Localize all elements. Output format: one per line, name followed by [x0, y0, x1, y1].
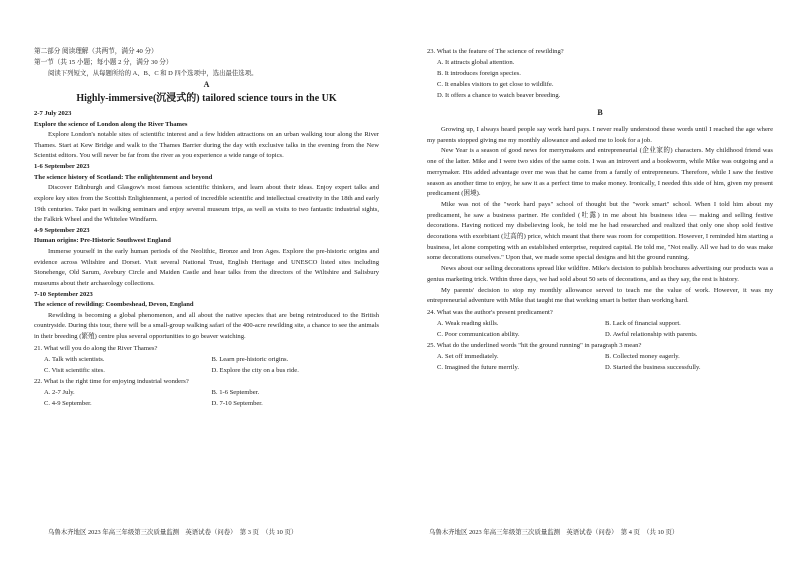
part-heading: 第二部分 阅读理解（共两节，满分 40 分） [34, 48, 158, 55]
instructions: 阅读下列短文，从每题所给的 A、B、C 和 D 四个选项中，选出最佳选项。 [48, 70, 258, 77]
tour-name: Explore the science of London along the River Thames [34, 120, 188, 128]
passage-title: Highly-immersive(沉浸式的) tailored science tours in the UK [76, 93, 337, 104]
paragraph: New Year is a season of good news for merrymakers and entrepreneurial (企业家的) characters. My childhood friend was one of the latter. Mike and I were two sides of the same coin. I was an introvert and a bookworm, while Mike was outgoing and a merrymaker. His added advantage over me was that he came from a family of entrepreneurs. Therefore, while I saw the festive season as another time to enjoy, he saw it as a perfect time to make money. Ironically, I needed this side of him, given my present predicament (困境). [427, 147, 773, 198]
right-page [397, 0, 794, 561]
option-a: A. Set off immediately. [437, 352, 499, 360]
options [427, 318, 773, 340]
tour-2 [34, 162, 379, 226]
option-d: D. 7-10 September. [211, 399, 263, 407]
option-c: C. 4-9 September. [44, 399, 92, 407]
options [34, 354, 379, 376]
tour-text: Immerse yourself in the early human periods of the Neolithic, Bronze and Iron Ages. Explore the pre-historic origins and evidence across Wiltshire and Dorset. Visit several National Trust, English Heritage and UNESCO listed sites including Stonehenge, Old Sarum, Avebury Circle and Maiden Castle and hear talks from the directors of the Wiltshire and Salisbury museums about their archaeology collections. [34, 247, 379, 288]
paragraph: Mike was not of the "work hard pays" school of thought but the "work smart" school. When I told him about my predicament, he saw a business partner. He confided (吐露) in me about his business idea — making and selling festive decorations. Having noticed my disbelieving look, he told me he had researched and realized that only one shop sold festive decorations with exorbitant (过高的) price, which meant that there was room for competition. However, I reminded him starting a business, let alone competing with an established enterprise, required capital. He told me, "Not really. All we had to do was make some decorations ourselves." Upon that, we made some special designs and hit the ground running. [427, 200, 773, 262]
question-stem: 23. What is the feature of The science of rewilding? [427, 48, 564, 55]
option-c: C. Imagined the future merrily. [437, 363, 519, 371]
question-23 [427, 46, 773, 101]
tour-text: Discover Edinburgh and Glasgow's most famous scientific thinkers, and learn about their ideas. Enjoy expert talks and explore key sites from the Scottish Enlightenment, a period of incredible scientific and intellectual creativity in the 18th and early 19th centuries. Take part in walking seminars and enjoy several museum trips, as well as visits to two fantastic industrial sights, the Falkirk Wheel and the Whitelee Windfarm. [34, 184, 379, 224]
option-a: A. It attracts global attention. [437, 59, 515, 66]
option-c: C. It enables visitors to get close to wildlife. [437, 81, 554, 88]
option-c: C. Visit scientific sites. [44, 366, 105, 374]
tour-name: The science of rewilding: Coombeshead, Devon, England [34, 301, 194, 309]
paragraph: News about our selling decorations spread like wildfire. Mike's decision to publish brochures advertising our products was a genius marketing trick. Within three days, we had sold about 50 sets of decorations, and as they say, the rest is history. [427, 265, 773, 283]
tour-date: 7-10 September 2023 [34, 290, 93, 298]
question-stem: 21. What will you do along the River Thames? [34, 344, 158, 352]
tour-name: Human origins: Pre-Historic Southwest England [34, 237, 171, 245]
option-b: B. Lack of financial support. [605, 319, 681, 327]
passage-letter-b: B [597, 108, 603, 117]
passage-letter-a: A [203, 80, 210, 89]
question-25 [427, 340, 773, 373]
page-footer: 乌鲁木齐地区 2023 年高三年级第三次质量监测 英语试卷（问卷） 第 4 页 （共 10 页） [429, 529, 679, 536]
option-b: B. Collected money eagerly. [605, 352, 680, 360]
question-21 [34, 343, 379, 376]
right-column [427, 46, 773, 373]
option-d: D. Awful relationship with parents. [605, 330, 698, 338]
question-22 [34, 376, 379, 409]
tour-text: Rewilding is becoming a global phenomenon, and all about the native species that are being reintroduced to the British countryside. During this tour, there will be a small-group walking safari of the 400-acre rewilding site, a chance to see the animals in their breeding (繁殖) centre plus several opportunities to go beaver watching. [34, 311, 379, 341]
option-d: D. It offers a chance to watch beaver breeding. [437, 92, 561, 99]
section-heading: 第一节（共 15 小题；每小题 2 分，满分 30 分） [34, 59, 173, 66]
page-footer: 乌鲁木齐地区 2023 年高三年级第三次质量监测 英语试卷（问卷） 第 3 页 （共 10 页） [48, 529, 298, 536]
tour-3 [34, 226, 379, 290]
option-a: A. 2-7 July. [44, 388, 75, 396]
option-d: D. Explore the city on a bus ride. [211, 366, 299, 374]
paragraph: Growing up, I always heard people say work hard pays. I never really understood these words until I reached the age where my parents stopped giving me my monthly allowance and asked me to look for a job. [427, 126, 773, 144]
left-column [34, 46, 379, 409]
question-stem: 25. What do the underlined words "hit the ground running" in paragraph 3 mean? [427, 341, 642, 349]
option-a: A. Talk with scientists. [44, 355, 105, 363]
options [34, 387, 379, 409]
question-stem: 24. What was the author's present predicament? [427, 308, 553, 316]
question-stem: 22. What is the right time for enjoying industrial wonders? [34, 377, 189, 385]
option-d: D. Started the business successfully. [605, 363, 701, 371]
option-b: B. Learn pre-historic origins. [211, 355, 289, 363]
tour-4 [34, 290, 379, 343]
option-a: A. Weak reading skills. [437, 319, 499, 327]
option-b: B. It introduces foreign species. [437, 70, 521, 77]
question-24 [427, 307, 773, 340]
tour-date: 1-6 September 2023 [34, 163, 90, 171]
option-c: C. Poor communication ability. [437, 330, 520, 338]
options [427, 351, 773, 373]
tour-name: The science history of Scotland: The enlightenment and beyond [34, 173, 213, 181]
tour-text: Explore London's notable sites of scientific interest and a few hidden attractions on an urban walking tour along the River Thames. Start at Kew Bridge and walk to the Thames Barrier during the day with exclusive talks in the evening from the New Scientist editors. You will never be far from the river as you experience a wide range of topics. [34, 131, 379, 160]
tour-date: 2-7 July 2023 [34, 110, 72, 117]
tour-1 [34, 109, 379, 162]
tour-date: 4-9 September 2023 [34, 226, 90, 234]
paragraph: My parents' decision to stop my monthly allowance served to teach me the value of work. However, it was my entrepreneurial adventure with Mike that taught me that working smart is better than working hard. [427, 286, 773, 305]
option-b: B. 1-6 September. [211, 388, 260, 396]
